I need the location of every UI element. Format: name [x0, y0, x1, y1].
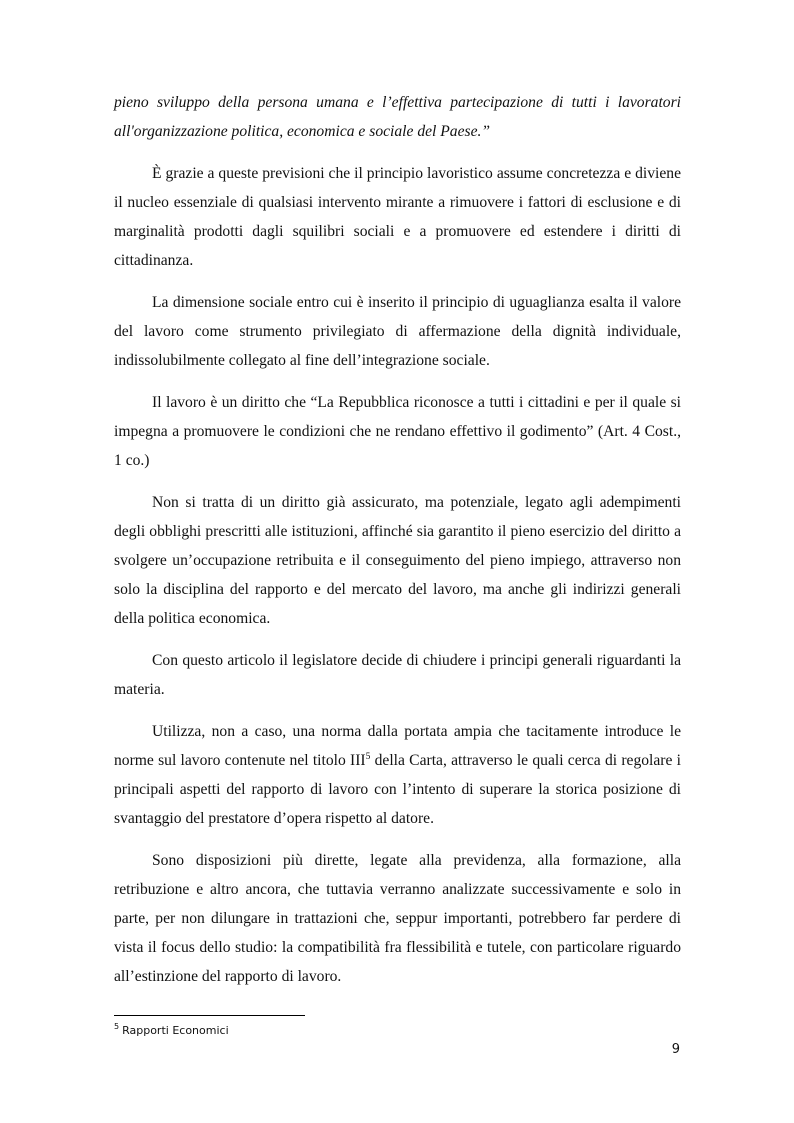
footnote-reference[interactable]: 5 — [365, 751, 371, 762]
paragraph: La dimensione sociale entro cui è inserito il principio di uguaglianza esalta il valore del lavoro come strumento privilegiato di affermazione della dignità individuale, indissolubilmente collegato al fine dell’integrazione sociale. — [114, 294, 681, 369]
paragraph: È grazie a queste previsioni che il principio lavoristico assume concretezza e diviene il nucleo essenziale di qualsiasi intervento mirante a rimuovere i fattori di esclusione e di marginalità prodotti dagli squilibri sociali e a promuovere ed estendere i diritti di cittadinanza. — [114, 165, 681, 269]
page-number: 9 — [671, 1042, 680, 1057]
paragraph: Il lavoro è un diritto che “La Repubblica riconosce a tutti i cittadini e per il quale si impegna a promuovere le condizioni che ne rendano effettivo il godimento” (Art. 4 Cost., 1 co.) — [114, 394, 681, 469]
footnote-separator — [114, 1015, 305, 1016]
footnote-text: Rapporti Economici — [122, 1024, 229, 1037]
footnote — [114, 1024, 229, 1038]
paragraph: Sono disposizioni più dirette, legate alla previdenza, alla formazione, alla retribuzione e altro ancora, che tuttavia verranno analizzate successivamente e solo in parte, per non dilungare in trattazioni che, seppur importanti, potrebbero far perdere di vista il focus dello studio: la compatibilità fra flessibilità e tutele, con particolare riguardo all’estinzione del rapporto di lavoro. — [114, 852, 681, 985]
paragraph: Non si tratta di un diritto già assicurato, ma potenziale, legato agli adempimenti degli obblighi prescritti alle istituzioni, affinché sia garantito il pieno esercizio del diritto a svolgere un’occupazione retribuita e il conseguimento del pieno impiego, attraverso non solo la disciplina del rapporto e del mercato del lavoro, ma anche gli indirizzi generali della politica economica. — [114, 494, 681, 627]
paragraph-text-before-ref: Utilizza, non a caso, una norma dalla portata ampia che tacitamente introduce le norme sul lavoro contenute nel titolo III — [114, 723, 681, 769]
document-body — [114, 88, 681, 1004]
paragraph-text-after-ref: della Carta, attraverso le quali cerca di regolare i principali aspetti del rapporto di lavoro con l’intento di superare la storica posizione di svantaggio del prestatore d’opera rispetto al datore. — [114, 752, 681, 827]
paragraph-with-footnote — [114, 717, 681, 833]
paragraph: Con questo articolo il legislatore decide di chiudere i principi generali riguardanti la materia. — [114, 652, 681, 698]
footnote-mark: 5 — [114, 1022, 120, 1032]
paragraph-quote-end: pieno sviluppo della persona umana e l’effettiva partecipazione di tutti i lavoratori all'organizzazione politica, economica e sociale del Paese.” — [114, 94, 681, 140]
